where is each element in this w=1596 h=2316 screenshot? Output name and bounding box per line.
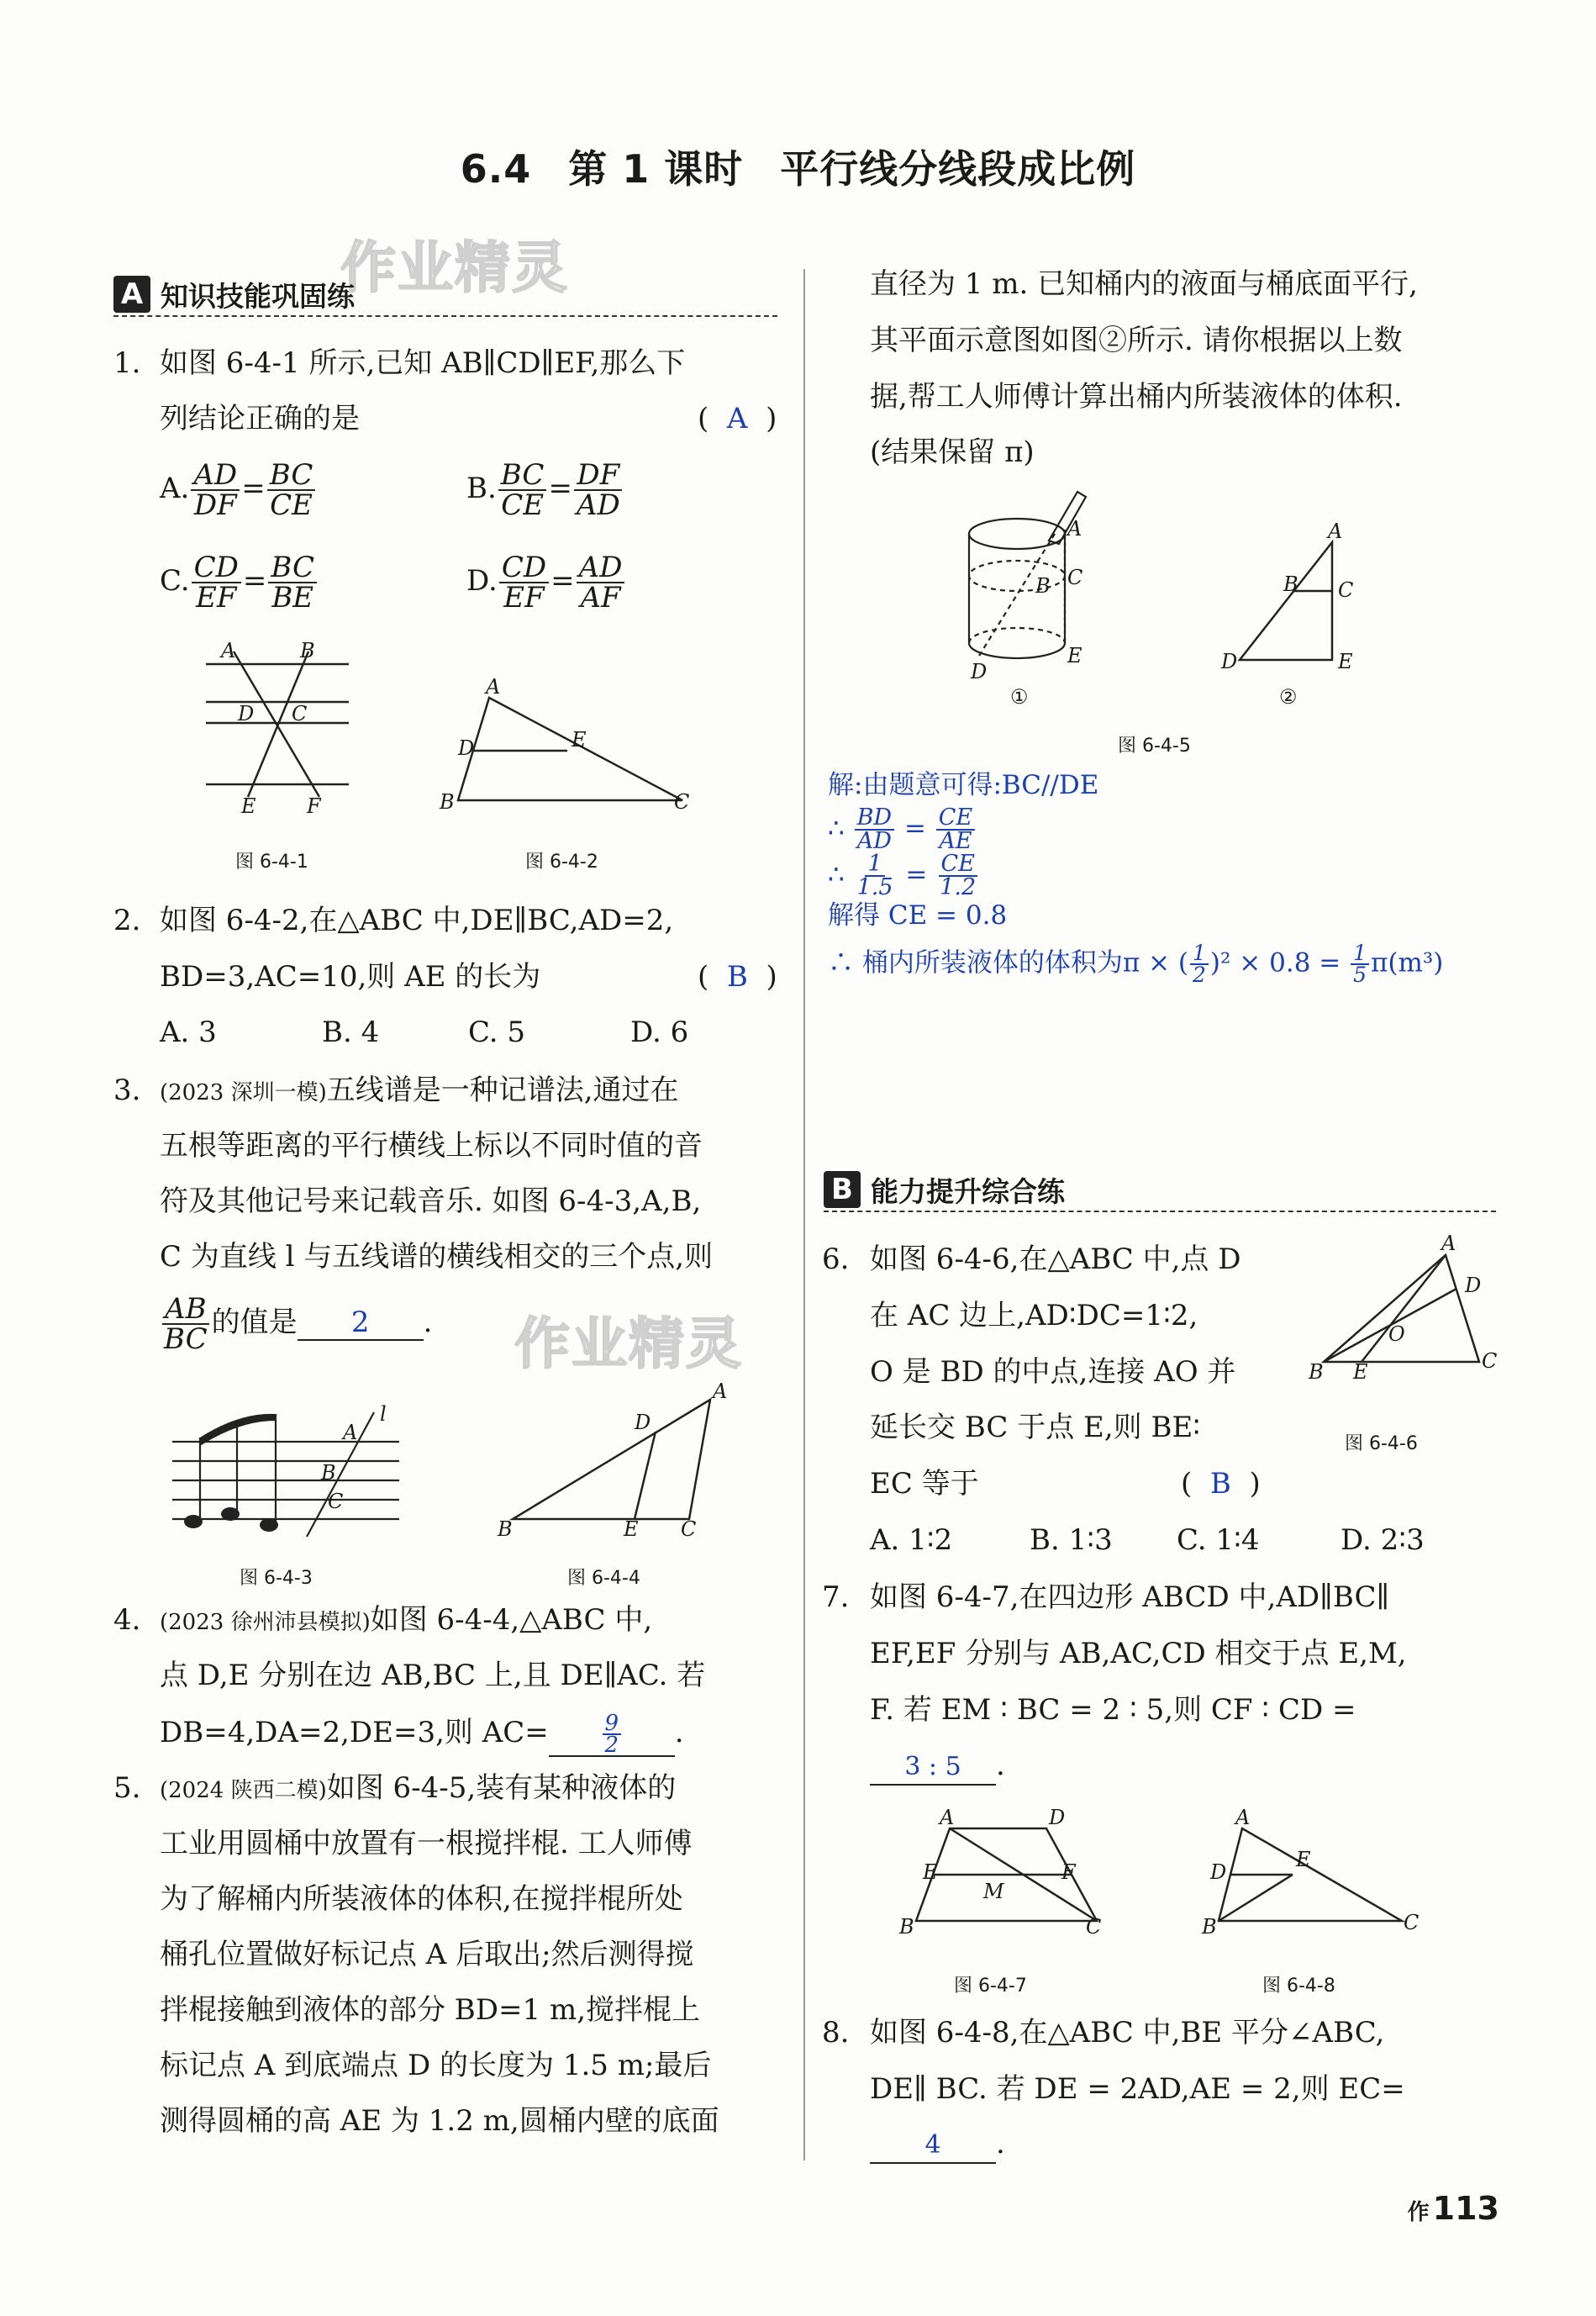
q8-line3: 4 . <box>870 2127 1005 2164</box>
svg-text:E: E <box>1067 644 1082 667</box>
page-title <box>0 139 1596 194</box>
svg-text:C: C <box>674 790 690 814</box>
svg-text:A: A <box>713 1380 728 1403</box>
q1-number: 1. <box>113 346 141 380</box>
section-a-label: 知识技能巩固练 <box>161 279 355 313</box>
q2-answer: B <box>726 960 748 994</box>
title-topic: 平行线分线段成比例 <box>780 146 1136 192</box>
svg-text:D: D <box>1221 650 1238 673</box>
q8-number: 8. <box>822 2016 850 2050</box>
q3-number: 3. <box>113 1074 141 1107</box>
q5-cont-line4: (结果保留 π) <box>870 435 1035 469</box>
figure-6-4-5-cylinder <box>958 483 1105 710</box>
section-a-header <box>113 273 777 317</box>
svg-text:E: E <box>241 794 256 818</box>
svg-text:A: A <box>221 639 236 662</box>
svg-text:C: C <box>681 1517 697 1541</box>
q7-line4: 3 : 5 . <box>870 1749 1005 1786</box>
svg-text:B: B <box>440 790 455 814</box>
svg-text:l: l <box>380 1402 387 1426</box>
svg-text:A: A <box>1067 517 1082 541</box>
q3-line2: 五根等距离的平行横线上标以不同时值的音 <box>160 1129 703 1163</box>
q2-line2: BD=3,AC=10,则 AE 的长为 <box>160 960 541 994</box>
svg-text:B: B <box>1309 1360 1324 1384</box>
q5-source: (2024 陕西二模) <box>160 1778 327 1803</box>
q6-option-d: D. 2∶3 <box>1341 1523 1425 1557</box>
figure-6-4-4 <box>496 1380 740 1541</box>
q2-option-d: D. 6 <box>630 1016 689 1049</box>
watermark-mid: 作业精灵 <box>514 1311 743 1376</box>
q6-option-a: A. 1∶2 <box>870 1523 953 1557</box>
q5-solution-line4: 解得 CE = 0.8 <box>828 900 1008 931</box>
title-number: 6.4 <box>460 146 532 192</box>
q4-source: (2023 徐州沛县模拟) <box>160 1610 371 1635</box>
q5-solution-line3: ∴ $\frac{1}{1.5}$ = $\frac{CE}{1.2}$ <box>828 851 977 900</box>
section-b-label: 能力提升综合练 <box>871 1174 1065 1208</box>
svg-text:C: C <box>1482 1349 1498 1373</box>
svg-text:E: E <box>1338 650 1353 673</box>
q5-line3: 为了解桶内所装液体的体积,在搅拌棍所处 <box>160 1882 683 1916</box>
figure-6-4-7 <box>891 1807 1118 1946</box>
svg-text:A: A <box>486 675 501 699</box>
caption-6-4-3: 图 6-4-3 <box>240 1568 313 1589</box>
q3-line4: C 为直线 l 与五线谱的横线相交的三个点,则 <box>160 1240 714 1274</box>
q2-line1: 如图 6-4-2,在△ABC 中,DE∥BC,AD=2, <box>160 904 674 937</box>
q2-answer-bracket: ( B ) <box>698 960 777 994</box>
q6-option-c: C. 1∶4 <box>1177 1523 1260 1557</box>
svg-text:D: D <box>238 702 255 725</box>
q3-line5: $\frac{AB}{BC}$ 的值是 2 . <box>164 1292 433 1356</box>
q5-line7: 测得圆桶的高 AE 为 1.2 m,圆桶内壁的底面 <box>160 2104 719 2138</box>
q5-line6: 标记点 A 到底端点 D 的长度为 1.5 m;最后 <box>160 2049 712 2082</box>
figure-6-4-5-triangle <box>1219 521 1366 710</box>
q8-line1: 如图 6-4-8,在△ABC 中,BE 平分∠ABC, <box>870 2016 1385 2050</box>
page-number: 作 113 <box>1407 2190 1499 2227</box>
section-b-badge: B <box>824 1171 861 1208</box>
column-divider <box>803 269 805 2160</box>
svg-text:B: B <box>1035 574 1051 598</box>
q2-option-a: A. 3 <box>160 1016 217 1049</box>
svg-text:B: B <box>1283 572 1298 596</box>
q5-solution-line1: 解:由题意可得:BC//DE <box>828 770 1099 800</box>
svg-text:A: A <box>1328 520 1343 543</box>
fig5-label-two: ② <box>1279 685 1298 709</box>
svg-text:D: D <box>1210 1860 1227 1884</box>
q1-answer-bracket: ( A ) <box>698 402 777 435</box>
q8-line2: DE∥ BC. 若 DE = 2AD,AE = 2,则 EC= <box>870 2072 1405 2106</box>
q1-line1: 如图 6-4-1 所示,已知 AB∥CD∥EF,那么下 <box>160 346 686 380</box>
q7-line2: EF,EF 分别与 AB,AC,CD 相交于点 E,M, <box>870 1637 1407 1670</box>
q4-line3: DB=4,DA=2,DE=3,则 AC= $\frac{9}{2}$ . <box>160 1711 684 1758</box>
q4-number: 4. <box>113 1603 141 1637</box>
q6-answer-bracket: ( B ) <box>1181 1467 1261 1501</box>
q4-line1: (2023 徐州沛县模拟)如图 6-4-4,△ABC 中, <box>160 1603 653 1637</box>
caption-6-4-5: 图 6-4-5 <box>1118 736 1191 757</box>
q3-line1: (2023 深圳一模)五线谱是一种记谱法,通过在 <box>160 1074 679 1107</box>
svg-text:C: C <box>292 702 308 725</box>
watermark-top: 作业精灵 <box>340 235 569 300</box>
q1-option-b: B. $\frac{BC}{CE}$ = $\frac{DF}{AD}$ <box>466 461 624 520</box>
svg-text:F: F <box>307 794 321 818</box>
q3-source: (2023 深圳一模) <box>160 1080 327 1105</box>
svg-text:C: C <box>1067 566 1083 589</box>
figure-6-4-3 <box>168 1395 412 1543</box>
svg-text:B: B <box>498 1517 513 1541</box>
svg-text:M: M <box>983 1880 1004 1903</box>
q5-cont-line1: 直径为 1 m. 已知桶内的液面与桶底面平行, <box>870 267 1418 301</box>
svg-text:E: E <box>572 728 587 752</box>
q2-option-c: C. 5 <box>468 1016 526 1049</box>
svg-text:E: E <box>1296 1848 1311 1871</box>
q7-answer: 3 : 5 <box>870 1750 996 1786</box>
fig5-label-one: ① <box>1010 685 1029 709</box>
svg-text:C: C <box>1086 1915 1102 1939</box>
svg-text:A: A <box>1235 1806 1251 1829</box>
svg-text:D: D <box>458 736 475 760</box>
q7-line3: F. 若 EM ∶ BC = 2 ∶ 5,则 CF ∶ CD = <box>870 1693 1356 1727</box>
caption-6-4-4: 图 6-4-4 <box>567 1568 640 1589</box>
q5-solution-line2: ∴ $\frac{BD}{AD}$ = $\frac{CE}{AE}$ <box>828 807 977 852</box>
q5-number: 5. <box>113 1771 141 1805</box>
svg-text:O: O <box>1388 1322 1405 1346</box>
q1-line2: 列结论正确的是 <box>160 402 360 435</box>
caption-6-4-1: 图 6-4-1 <box>235 852 308 873</box>
svg-text:E: E <box>1353 1360 1368 1384</box>
q4-answer: $\frac{9}{2}$ <box>549 1713 675 1757</box>
figure-6-4-1 <box>193 639 361 820</box>
caption-6-4-7: 图 6-4-7 <box>954 1976 1027 1997</box>
q1-option-c: C. $\frac{CD}{EF}$ = $\frac{BC}{BE}$ <box>160 553 319 612</box>
q6-number: 6. <box>822 1242 850 1276</box>
figure-6-4-2 <box>437 675 706 814</box>
svg-text:A: A <box>940 1806 955 1829</box>
q6-option-b: B. 1∶3 <box>1030 1523 1113 1557</box>
title-lesson: 第 1 课时 <box>568 146 744 192</box>
svg-text:B: B <box>300 639 315 662</box>
q3-answer: 2 <box>298 1306 424 1341</box>
q6-answer: B <box>1209 1467 1231 1501</box>
svg-text:C: C <box>328 1490 344 1513</box>
q6-line2: 在 AC 边上,AD∶DC=1∶2, <box>870 1299 1198 1332</box>
q8-answer: 4 <box>870 2129 996 2164</box>
caption-6-4-6: 图 6-4-6 <box>1345 1433 1418 1454</box>
q7-number: 7. <box>822 1580 850 1614</box>
q5-solution-line5: ∴ 桶内所装液体的体积为π × ( $\frac{1}{2}$ )² × 0.8 = $\frac{1}{5}$ π(m³) <box>828 941 1444 987</box>
svg-text:A: A <box>1441 1232 1456 1255</box>
q6-line1: 如图 6-4-6,在△ABC 中,点 D <box>870 1242 1241 1276</box>
q2-option-b: B. 4 <box>322 1016 380 1049</box>
q1-option-a: A. $\frac{AD}{DF}$ = $\frac{BC}{CE}$ <box>160 461 317 520</box>
q2-number: 2. <box>113 904 141 937</box>
q5-cont-line3: 据,帮工人师傅计算出桶内所装液体的体积. <box>870 380 1403 414</box>
svg-text:B: B <box>1202 1915 1217 1939</box>
q5-line5: 拌棍接触到液体的部分 BD=1 m,搅拌棍上 <box>160 1993 701 2027</box>
q7-line1: 如图 6-4-7,在四边形 ABCD 中,AD∥BC∥ <box>870 1580 1390 1614</box>
svg-text:D: D <box>1049 1806 1066 1829</box>
svg-text:E: E <box>923 1860 938 1884</box>
svg-text:D: D <box>635 1411 651 1434</box>
figure-6-4-6 <box>1307 1232 1513 1384</box>
svg-text:E: E <box>624 1517 639 1541</box>
figure-6-4-8 <box>1193 1807 1429 1946</box>
q6-line4: 延长交 BC 于点 E,则 BE∶ <box>870 1411 1201 1444</box>
caption-6-4-8: 图 6-4-8 <box>1262 1976 1335 1997</box>
svg-text:F: F <box>1061 1860 1076 1884</box>
q6-line5: EC 等于 <box>870 1467 979 1501</box>
svg-text:B: B <box>899 1915 914 1939</box>
section-b-header <box>824 1169 1496 1212</box>
q5-cont-line2: 其平面示意图如图②所示. 请你根据以上数 <box>870 324 1403 357</box>
section-a-badge: A <box>113 276 150 313</box>
svg-text:C: C <box>1404 1911 1420 1934</box>
q5-line4: 桶孔位置做好标记点 A 后取出;然后测得搅 <box>160 1938 694 1971</box>
q4-line2: 点 D,E 分别在边 AB,BC 上,且 DE∥AC. 若 <box>160 1659 706 1692</box>
svg-text:C: C <box>1338 578 1354 602</box>
q1-option-d: D. $\frac{CD}{EF}$ = $\frac{AD}{AF}$ <box>466 553 626 612</box>
q6-line3: O 是 BD 的中点,连接 AO 并 <box>870 1355 1236 1389</box>
q5-line1: (2024 陕西二模)如图 6-4-5,装有某种液体的 <box>160 1771 677 1805</box>
svg-text:D: D <box>971 660 988 683</box>
svg-text:D: D <box>1465 1274 1482 1297</box>
q5-line2: 工业用圆桶中放置有一根搅拌棍. 工人师傅 <box>160 1827 693 1860</box>
svg-text:B: B <box>321 1461 336 1485</box>
q3-line3: 符及其他记号来记载音乐. 如图 6-4-3,A,B, <box>160 1184 702 1218</box>
caption-6-4-2: 图 6-4-2 <box>525 852 598 873</box>
q1-answer: A <box>726 402 748 435</box>
svg-text:A: A <box>343 1421 358 1444</box>
